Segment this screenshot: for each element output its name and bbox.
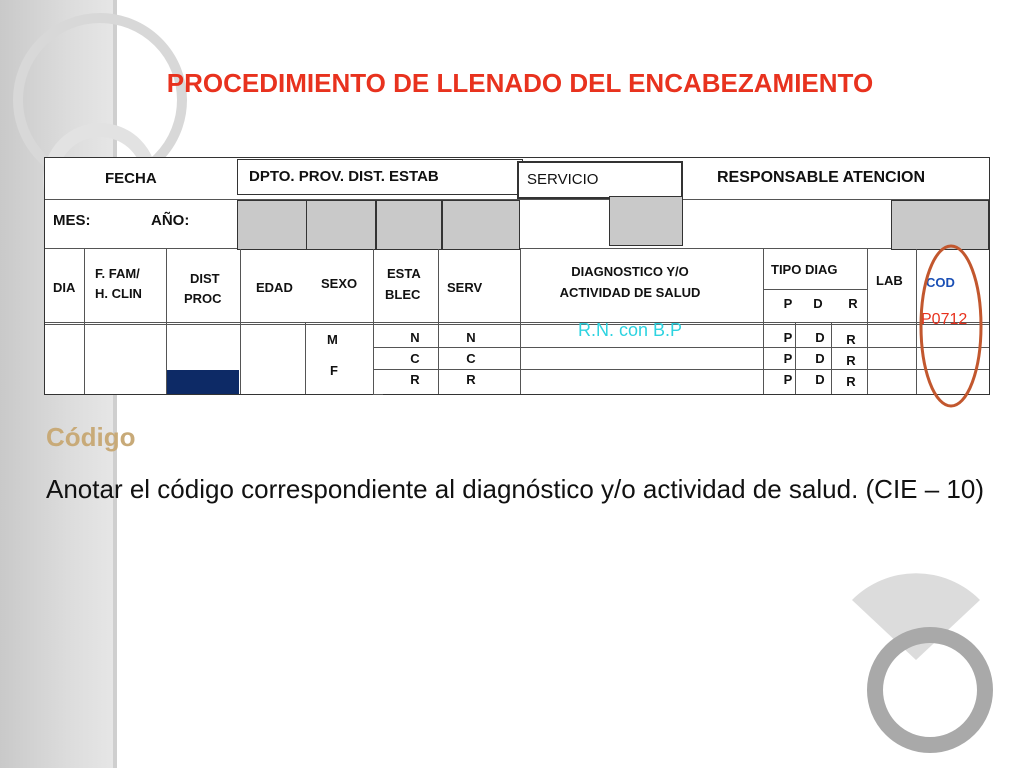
tipo-diag-label: TIPO DIAG <box>771 262 838 277</box>
ffam-label-1: F. FAM/ <box>95 266 140 281</box>
esta-label-2: BLEC <box>385 287 421 302</box>
sexo-m: M <box>327 332 338 347</box>
col-divider <box>831 323 832 394</box>
row-divider <box>45 324 989 325</box>
fan-shape <box>852 573 980 660</box>
grey-cell <box>237 200 307 250</box>
tipo-r-label: R <box>848 296 858 311</box>
sexo-label: SEXO <box>321 276 358 291</box>
row-divider <box>373 369 989 370</box>
row-divider <box>45 322 989 323</box>
esta-r: R <box>410 372 420 387</box>
edad-label: EDAD <box>256 280 293 295</box>
codigo-heading: Código <box>46 422 136 452</box>
grey-cell <box>442 200 520 250</box>
serv-r: R <box>466 372 476 387</box>
cod-label: COD <box>926 275 955 290</box>
serv-label: SERV <box>447 280 483 295</box>
tipo-row1-p: P <box>783 330 793 345</box>
cod-value: P0712 <box>921 311 968 328</box>
dpto-label: DPTO. PROV. DIST. ESTAB <box>249 168 439 185</box>
row-divider <box>373 394 383 395</box>
registration-form <box>44 157 990 395</box>
highlight-oval <box>915 242 987 410</box>
ffam-label-2: H. CLIN <box>95 286 142 301</box>
serv-c: C <box>466 351 476 366</box>
esta-n: N <box>410 330 420 345</box>
dark-cell <box>167 370 239 394</box>
diag-label-1: DIAGNOSTICO Y/O <box>571 264 689 279</box>
tipo-row3-p: P <box>783 372 793 387</box>
tipo-row2-d: D <box>815 351 825 366</box>
row-divider <box>373 347 989 348</box>
codigo-body: Anotar el código correspondiente al diagnóstico y/o actividad de salud. (CIE – 10) <box>46 474 985 504</box>
diag-label-2: ACTIVIDAD DE SALUD <box>559 285 701 300</box>
ring-bottom-right <box>875 635 985 745</box>
col-divider <box>305 323 306 394</box>
fecha-label: FECHA <box>105 170 157 187</box>
sexo-f: F <box>330 363 338 378</box>
diagnostico-value: R.N. con B.P <box>577 320 683 340</box>
grey-cell <box>609 196 683 246</box>
serv-n: N <box>466 330 476 345</box>
dist-label-2: PROC <box>184 291 222 306</box>
page-title: PROCEDIMIENTO DE LLENADO DEL ENCABEZAMIENTO <box>166 68 874 98</box>
tipo-row3-r: R <box>846 374 856 389</box>
tipo-p-label: P <box>783 296 793 311</box>
tipo-row1-d: D <box>815 330 825 345</box>
lab-label: LAB <box>876 273 903 288</box>
grey-cell <box>376 200 442 250</box>
tipo-row1-r: R <box>846 332 856 347</box>
tipo-row2-p: P <box>783 351 793 366</box>
esta-label-1: ESTA <box>387 266 421 281</box>
tipo-row2-r: R <box>846 353 856 368</box>
esta-c: C <box>410 351 420 366</box>
tipo-row3-d: D <box>815 372 825 387</box>
dia-label: DIA <box>53 280 76 295</box>
servicio-label: SERVICIO <box>527 171 599 188</box>
dist-label-1: DIST <box>190 271 220 286</box>
anio-label: AÑO: <box>151 212 190 229</box>
tipo-divider <box>763 289 867 290</box>
tipo-d-label: D <box>813 296 823 311</box>
mes-label: MES: <box>53 212 91 229</box>
responsable-label: RESPONSABLE ATENCION <box>717 169 926 186</box>
grey-cell <box>306 200 376 250</box>
